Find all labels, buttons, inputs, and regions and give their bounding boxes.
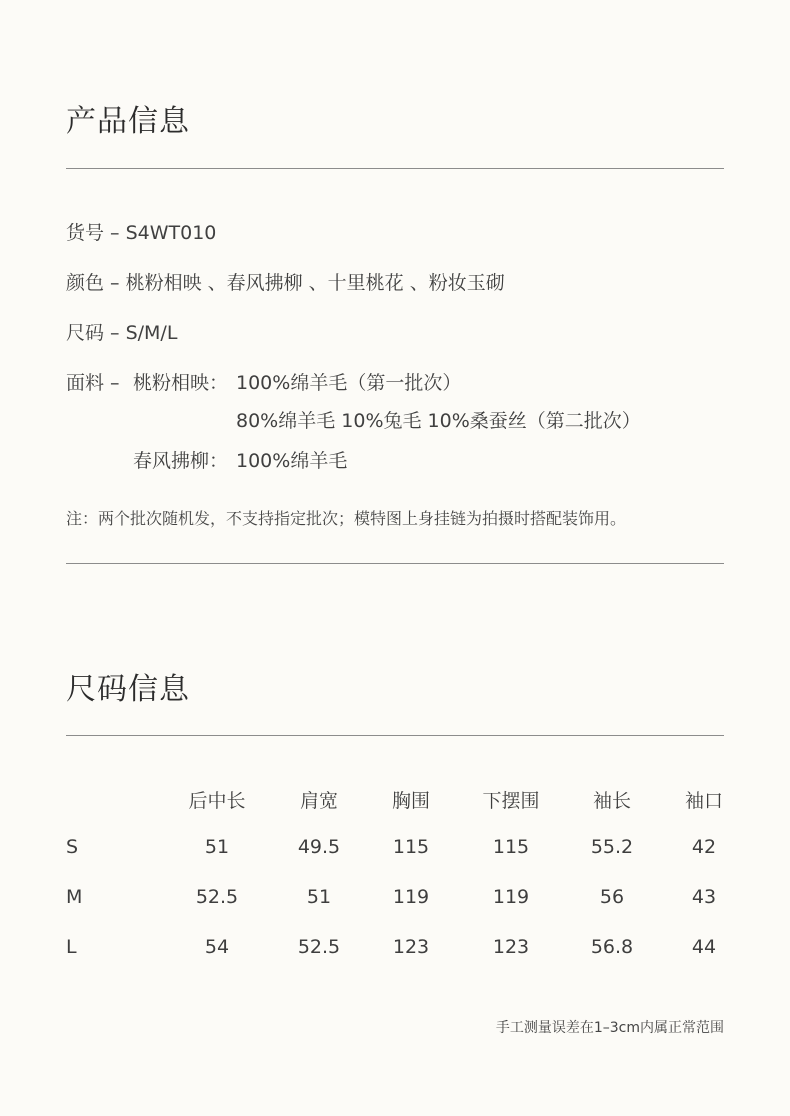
- measurement-footnote: 手工测量误差在1–3cm内属正常范围: [495, 1020, 724, 1036]
- table-cell: 56: [599, 886, 625, 908]
- fabric-color-2-name: 春风拂柳：: [133, 450, 229, 472]
- table-cell: 115: [392, 836, 430, 858]
- size-options: 尺码 – S/M/L: [66, 322, 178, 344]
- color-options: 颜色 – 桃粉相映 、春风拂柳 、十里桃花 、粉妆玉砌: [66, 272, 505, 294]
- item-number: 货号 – S4WT010: [66, 222, 217, 244]
- col-header-sleeve-length: 袖长: [592, 790, 631, 812]
- size-info-divider: [66, 735, 724, 736]
- row-size-l: L: [66, 936, 77, 958]
- product-info-bottom-divider: [66, 563, 724, 564]
- fabric-label: 面料 –: [66, 372, 120, 394]
- col-header-hem: 下摆围: [482, 790, 540, 812]
- table-cell: 115: [492, 836, 530, 858]
- product-info-title: 产品信息: [66, 104, 190, 139]
- table-cell: 56.8: [590, 936, 634, 958]
- col-header-chest: 胸围: [391, 790, 430, 812]
- table-cell: 55.2: [590, 836, 634, 858]
- fabric-color-2-line1: 100%绵羊毛: [236, 450, 348, 472]
- table-cell: 119: [492, 886, 530, 908]
- fabric-color-1-line1: 100%绵羊毛（第一批次）: [236, 372, 462, 394]
- table-cell: 49.5: [297, 836, 341, 858]
- fabric-color-1-line2: 80%绵羊毛 10%兔毛 10%桑蚕丝（第二批次）: [236, 410, 641, 432]
- table-cell: 52.5: [297, 936, 341, 958]
- table-cell: 51: [306, 886, 332, 908]
- col-header-back-length: 后中长: [188, 790, 246, 812]
- table-cell: 52.5: [195, 886, 239, 908]
- table-cell: 54: [204, 936, 230, 958]
- size-info-title: 尺码信息: [66, 672, 190, 707]
- batch-note: 注：两个批次随机发，不支持指定批次；模特图上身挂链为拍摄时搭配装饰用。: [66, 509, 627, 528]
- col-header-cuff: 袖口: [684, 790, 723, 812]
- table-cell: 44: [691, 936, 717, 958]
- table-cell: 42: [691, 836, 717, 858]
- table-cell: 123: [392, 936, 430, 958]
- row-size-m: M: [66, 886, 83, 908]
- col-header-shoulder: 肩宽: [299, 790, 338, 812]
- row-size-s: S: [66, 836, 79, 858]
- table-cell: 119: [392, 886, 430, 908]
- table-cell: 43: [691, 886, 717, 908]
- table-cell: 123: [492, 936, 530, 958]
- fabric-color-1-name: 桃粉相映：: [133, 372, 229, 394]
- table-cell: 51: [204, 836, 230, 858]
- product-info-divider: [66, 168, 724, 169]
